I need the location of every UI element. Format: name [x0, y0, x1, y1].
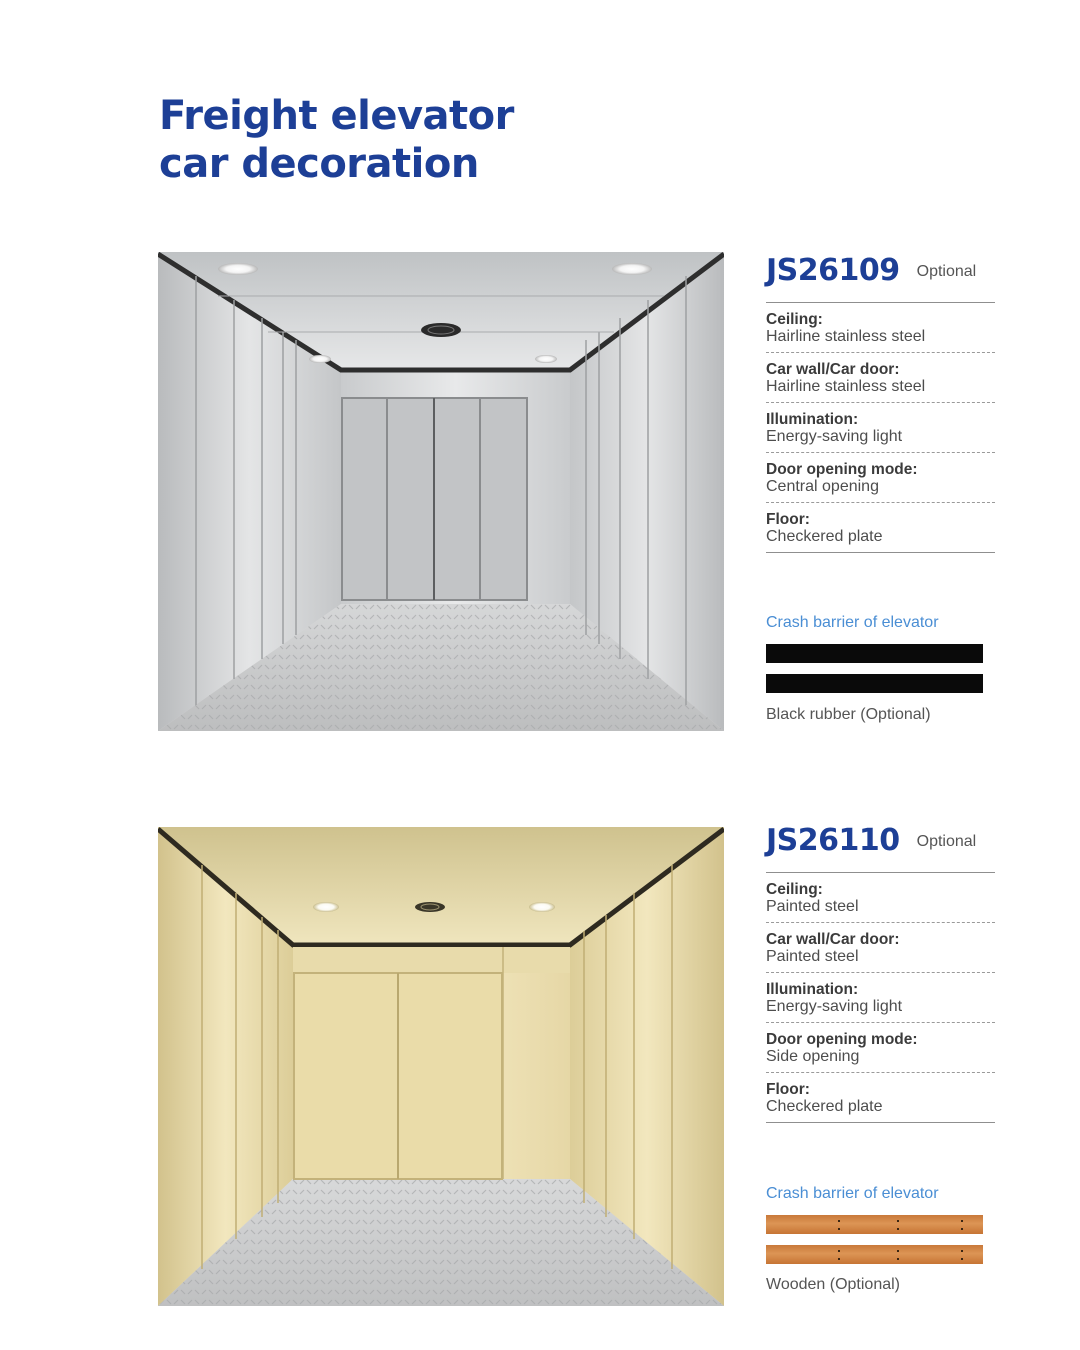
spec-label: Illumination: — [766, 981, 859, 998]
spec-panel-js26110 — [766, 822, 995, 1123]
wooden-barrier-swatch — [766, 1215, 983, 1234]
black-rubber-barrier-swatch — [766, 644, 983, 663]
wooden-barrier-swatch — [766, 1245, 983, 1264]
optional-label: Optional — [916, 263, 977, 280]
spec-row-floor — [766, 1073, 995, 1123]
spec-value: Central opening — [766, 478, 879, 495]
spec-row-illumination — [766, 403, 995, 453]
product-header — [766, 822, 995, 873]
spec-value: Checkered plate — [766, 528, 883, 545]
elevator-photo-painted — [158, 827, 724, 1306]
spec-row-car-wall — [766, 353, 995, 403]
spec-row-door-opening — [766, 1023, 995, 1073]
spec-value: Hairline stainless steel — [766, 378, 926, 395]
page-title — [159, 92, 514, 188]
spec-row-ceiling — [766, 303, 995, 353]
spec-value: Painted steel — [766, 898, 859, 915]
spec-panel-js26109 — [766, 252, 995, 553]
spec-value: Side opening — [766, 1048, 860, 1065]
barrier-caption: Black rubber (Optional) — [766, 706, 931, 723]
spec-label: Floor: — [766, 511, 810, 528]
page-title-line-2: car decoration — [159, 141, 479, 187]
spec-value: Hairline stainless steel — [766, 328, 926, 345]
page-title-line-1: Freight elevator — [159, 93, 514, 139]
spec-row-illumination — [766, 973, 995, 1023]
spec-row-floor — [766, 503, 995, 553]
barrier-title: Crash barrier of elevator — [766, 1185, 939, 1202]
barrier-caption: Wooden (Optional) — [766, 1276, 900, 1293]
spec-row-ceiling — [766, 873, 995, 923]
spec-value: Checkered plate — [766, 1098, 883, 1115]
product-code: JS26109 — [766, 253, 900, 288]
spec-value: Energy-saving light — [766, 998, 903, 1015]
spec-value: Energy-saving light — [766, 428, 903, 445]
elevator-photo-stainless — [158, 252, 724, 731]
spec-row-door-opening — [766, 453, 995, 503]
barrier-title: Crash barrier of elevator — [766, 614, 939, 631]
product-code: JS26110 — [766, 823, 900, 858]
spec-label: Illumination: — [766, 411, 859, 428]
product-header — [766, 252, 995, 303]
spec-row-car-wall — [766, 923, 995, 973]
spec-label: Door opening mode: — [766, 461, 918, 478]
spec-label: Car wall/Car door: — [766, 931, 900, 948]
spec-label: Floor: — [766, 1081, 810, 1098]
spec-value: Painted steel — [766, 948, 859, 965]
spec-label: Door opening mode: — [766, 1031, 918, 1048]
spec-label: Ceiling: — [766, 311, 823, 328]
spec-label: Ceiling: — [766, 881, 823, 898]
optional-label: Optional — [916, 833, 977, 850]
spec-label: Car wall/Car door: — [766, 361, 900, 378]
black-rubber-barrier-swatch — [766, 674, 983, 693]
